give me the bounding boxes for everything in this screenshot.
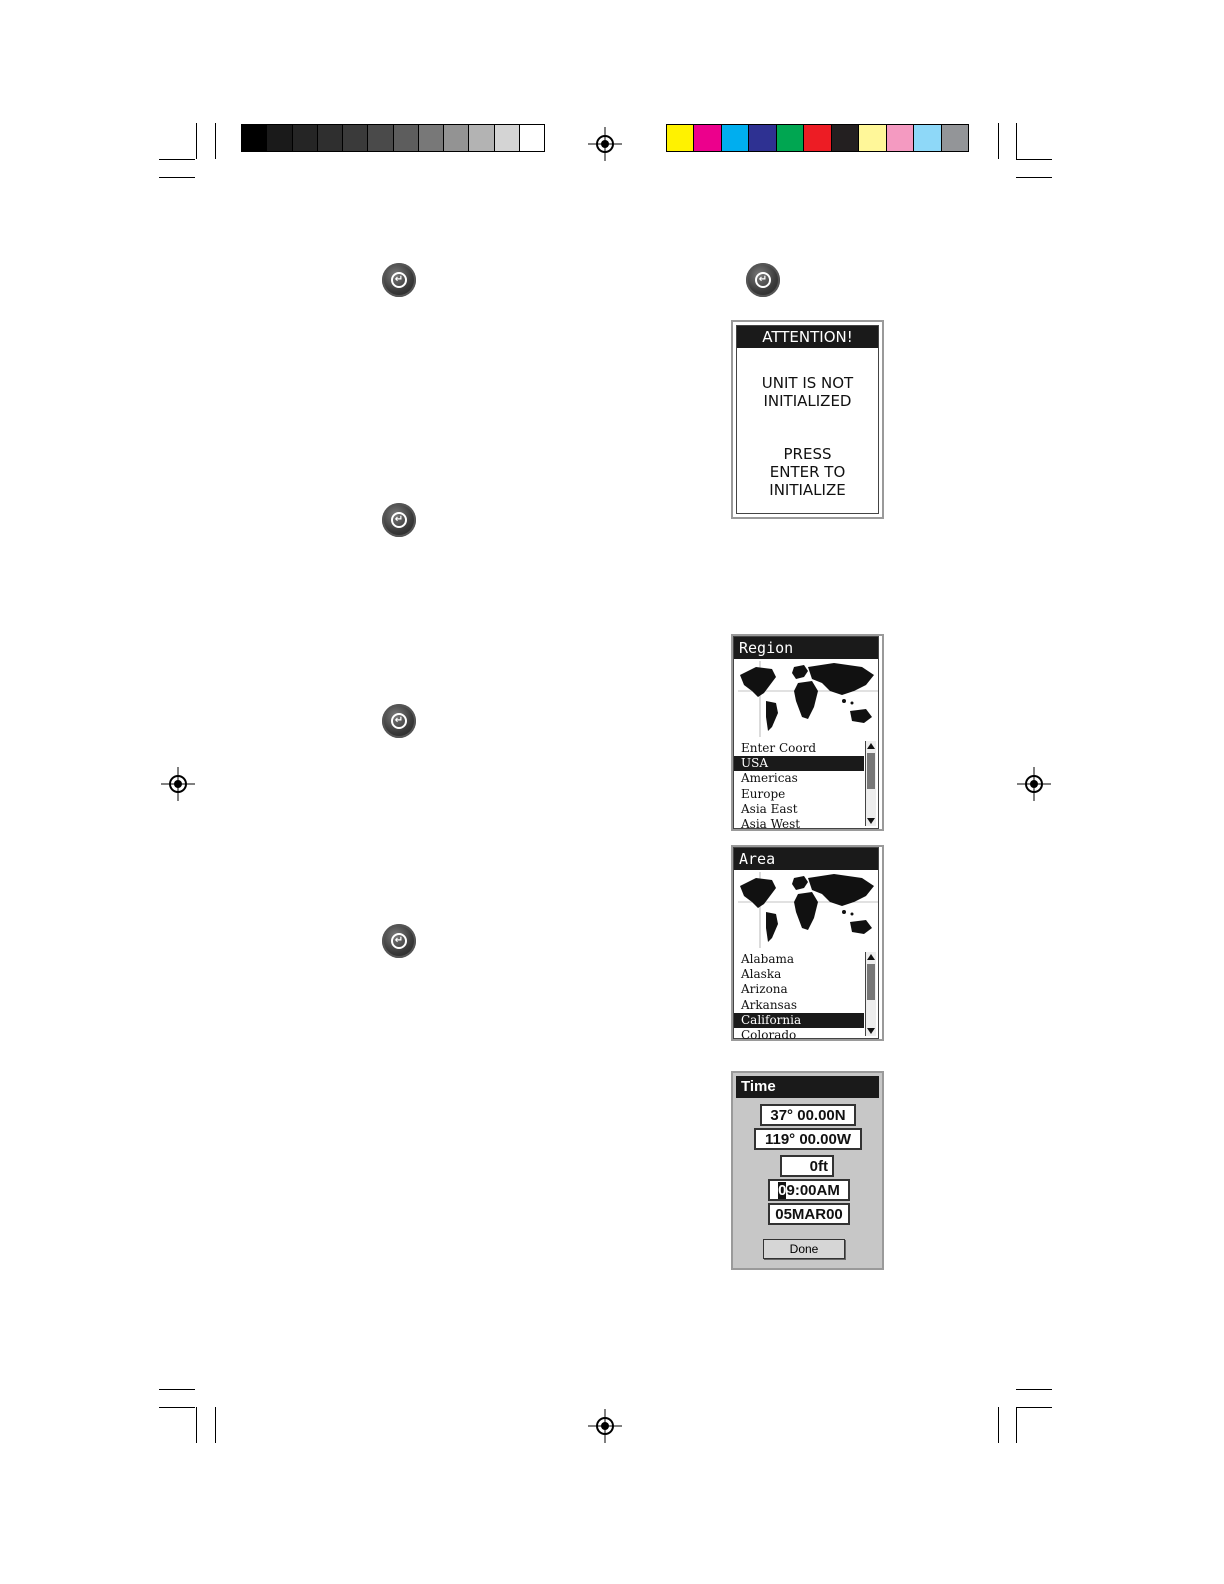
color-swatch [887,125,914,151]
crop-mark [215,123,216,159]
list-item[interactable]: Alaska [741,967,782,982]
attention-line: PRESS [783,445,832,463]
color-swatch [777,125,804,151]
color-swatch [722,125,749,151]
crop-mark [1016,1389,1052,1390]
grayscale-color-bar [241,124,545,152]
attention-line: INITIALIZED [763,392,852,410]
scroll-down-icon[interactable] [867,1028,875,1034]
registration-mark-icon [588,127,622,161]
color-swatch [444,125,469,151]
time-value: 9:00AM [786,1182,840,1199]
area-screen [731,845,884,1041]
time-field[interactable] [768,1179,850,1201]
region-list[interactable] [734,741,864,831]
enter-key-icon: ↵ [382,263,416,297]
crop-mark [196,1407,197,1443]
date-field[interactable]: 05MAR00 [768,1203,850,1225]
list-item[interactable]: Arkansas [741,997,798,1012]
region-scrollbar[interactable] [865,741,876,826]
color-swatch [667,125,694,151]
time-screen [731,1071,884,1270]
color-swatch [804,125,831,151]
crop-mark [998,123,999,159]
area-list[interactable] [734,952,864,1042]
color-swatch [368,125,393,151]
list-item[interactable]: Arizona [741,982,788,997]
color-swatch [942,125,968,151]
color-swatch [495,125,520,151]
done-button[interactable]: Done [763,1239,845,1259]
color-swatch [749,125,776,151]
scroll-thumb[interactable] [867,964,875,1000]
crop-mark [159,1389,195,1390]
crop-mark [159,1407,195,1408]
color-swatch [343,125,368,151]
list-item[interactable]: USA [734,756,864,771]
time-title: Time [736,1076,879,1098]
list-item[interactable]: Americas [741,771,798,786]
world-map-icon [738,661,878,737]
enter-key-icon: ↵ [746,263,780,297]
area-title: Area [734,848,878,870]
registration-mark-icon [161,767,195,801]
list-item[interactable]: California [734,1013,864,1028]
crop-mark [159,177,195,178]
crop-mark [1016,159,1052,160]
color-swatch [859,125,886,151]
color-swatch [267,125,292,151]
crop-mark [998,1407,999,1443]
process-color-bar [666,124,969,152]
registration-mark-icon [588,1409,622,1443]
enter-key-icon: ↵ [382,503,416,537]
attention-title: ATTENTION! [737,326,878,348]
color-swatch [394,125,419,151]
crop-mark [1016,1407,1017,1443]
color-swatch [242,125,267,151]
longitude-field[interactable]: 119° 00.00W [754,1128,862,1150]
enter-key-icon: ↵ [382,924,416,958]
crop-mark [1016,1407,1052,1408]
attention-screen [731,320,884,519]
color-swatch [832,125,859,151]
list-item[interactable]: Alabama [741,952,795,966]
list-item[interactable]: Asia West [741,816,801,831]
list-item[interactable]: Europe [741,786,786,801]
crop-mark [159,159,195,160]
color-swatch [469,125,494,151]
region-screen [731,634,884,831]
color-swatch [914,125,941,151]
crop-mark [1016,123,1017,159]
color-swatch [318,125,343,151]
region-title: Region [734,637,878,659]
crop-mark [1016,177,1052,178]
latitude-field[interactable]: 37° 00.00N [760,1104,856,1126]
area-scrollbar[interactable] [865,952,876,1036]
color-swatch [694,125,721,151]
list-item[interactable]: Colorado [741,1027,797,1042]
crop-mark [215,1407,216,1443]
enter-key-icon: ↵ [382,704,416,738]
list-item[interactable]: Asia East [741,801,798,816]
attention-line: INITIALIZE [769,481,846,499]
text-cursor: 0 [778,1182,787,1199]
world-map-icon [738,872,878,948]
crop-mark [196,123,197,159]
list-item[interactable]: Enter Coord [741,741,817,755]
color-swatch [419,125,444,151]
attention-line: ENTER TO [769,463,846,481]
registration-mark-icon [1017,767,1051,801]
scroll-up-icon[interactable] [867,743,875,749]
scroll-down-icon[interactable] [867,818,875,824]
color-swatch [293,125,318,151]
attention-line: UNIT IS NOT [761,374,854,392]
scroll-up-icon[interactable] [867,954,875,960]
scroll-thumb[interactable] [867,753,875,789]
altitude-field[interactable]: 0ft [780,1155,834,1177]
color-swatch [520,125,544,151]
